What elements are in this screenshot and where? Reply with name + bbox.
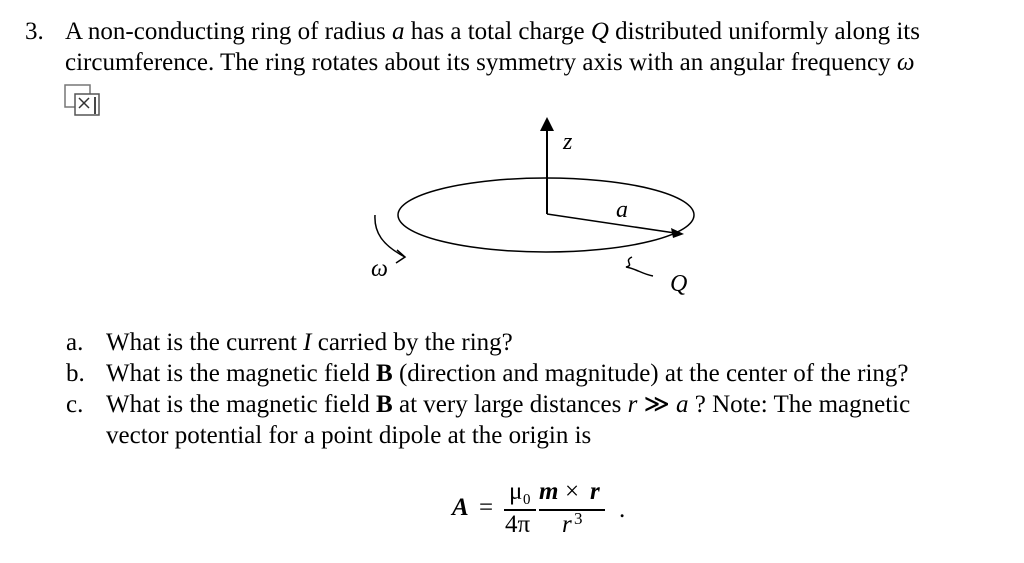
rotating-ring-diagram — [350, 110, 710, 310]
charge-pointer — [626, 257, 653, 276]
radius-symbol: a — [392, 18, 405, 45]
charge-label: Q — [670, 271, 688, 297]
question-letter: b. — [66, 360, 85, 387]
position-vector-symbol: r — [590, 478, 600, 505]
question-text: What is the magnetic field — [106, 391, 377, 418]
statement-text: A non-conducting ring of radius — [65, 18, 393, 45]
question-text: What is the magnetic field — [106, 360, 377, 387]
problem-number: 3. — [25, 18, 44, 45]
statement-text: circumference. The ring rotates about its symmetry axis with an angular frequency — [65, 49, 897, 76]
dipole-vector-potential-equation — [452, 478, 652, 548]
question-letter: a. — [66, 329, 84, 356]
question-text: What is the current — [106, 329, 304, 356]
coefficient-fraction-bar — [504, 509, 536, 511]
cross-product-sign: × — [565, 478, 580, 505]
problem-statement-line-1 — [65, 16, 920, 47]
distance-symbol: r — [627, 391, 638, 418]
question-text: carried by the ring? — [311, 329, 513, 356]
question-c — [66, 389, 910, 420]
current-symbol: I — [303, 329, 312, 356]
question-text: at very large distances — [392, 391, 628, 418]
question-text: (direction and magnitude) at the center of the ring? — [392, 360, 909, 387]
radius-label: a — [616, 197, 628, 223]
embedded-object-icon[interactable] — [64, 84, 104, 118]
dipole-moment-symbol: m — [539, 478, 559, 505]
field-symbol: B — [376, 391, 393, 418]
problem-statement-line-2 — [65, 47, 915, 78]
question-a — [66, 327, 513, 358]
omega-symbol: ω — [896, 49, 915, 76]
distance-symbol: r — [562, 511, 572, 538]
equation-period: . — [619, 496, 626, 523]
question-b — [66, 358, 909, 389]
much-greater-symbol: ≫ — [637, 391, 677, 418]
question-text: ? Note: The magnetic — [688, 391, 911, 418]
four-pi: 4π — [505, 511, 531, 538]
vector-potential-symbol: A — [452, 494, 469, 521]
cube-exponent: 3 — [574, 509, 583, 528]
radius-line — [547, 214, 675, 233]
statement-text: has a total charge — [404, 18, 591, 45]
z-axis-arrowhead — [540, 117, 554, 131]
field-symbol: B — [376, 360, 393, 387]
charge-symbol: Q — [590, 18, 609, 45]
question-letter: c. — [66, 391, 84, 418]
ring-diagram-svg — [350, 110, 710, 310]
omega-label: ω — [371, 256, 388, 282]
equals-sign: = — [479, 494, 494, 521]
z-axis-label: z — [563, 129, 573, 155]
question-text: vector potential for a point dipole at the origin is — [106, 422, 592, 449]
main-fraction-bar — [539, 509, 605, 511]
radius-symbol: a — [676, 391, 689, 418]
mu-zero: μ₀ — [509, 478, 532, 505]
statement-text: distributed uniformly along its — [608, 18, 920, 45]
